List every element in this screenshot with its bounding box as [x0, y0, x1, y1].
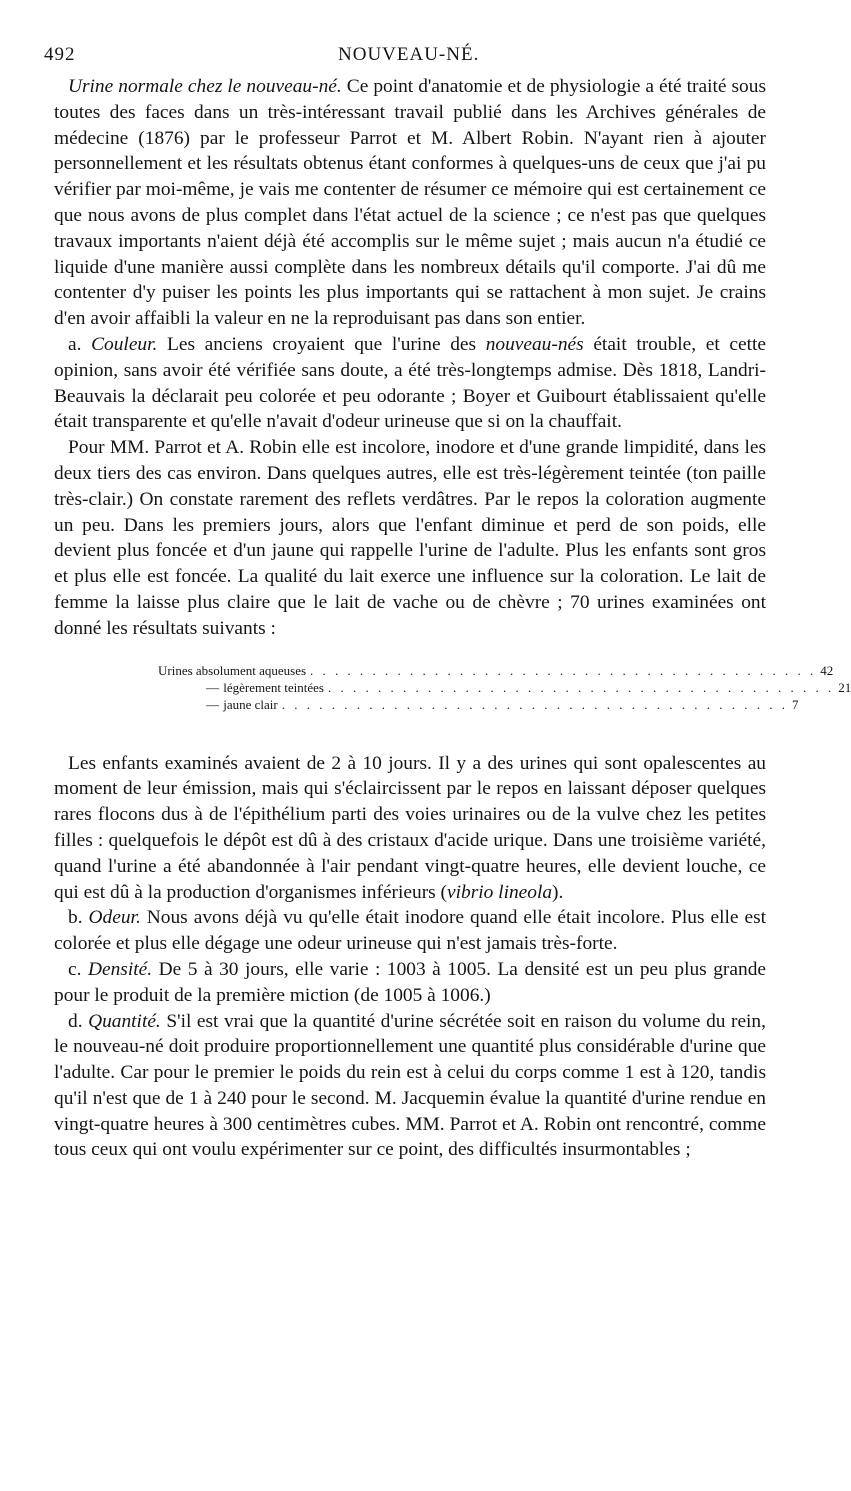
paragraph-parrot-robin	[54, 435, 766, 641]
section-marker: a.	[68, 333, 82, 355]
section-marker: c.	[68, 958, 82, 980]
page	[44, 44, 851, 1163]
dot-leader: . . . . . . . . . . . . . . . . . . . . . . . . . . . . . . . . . . . . . . . . .	[310, 662, 817, 678]
page-number: 492	[44, 44, 76, 65]
table-row	[158, 662, 834, 679]
paragraph-text: Les anciens croyaient que l'urine des	[157, 333, 486, 355]
section-marker: d.	[68, 1010, 83, 1032]
section-heading: Odeur.	[88, 907, 141, 929]
paragraph-odeur	[54, 905, 766, 957]
paragraph-couleur	[54, 332, 766, 435]
row-label: Urines absolument aqueuses	[158, 662, 307, 678]
paragraph-densite	[54, 957, 766, 1009]
paragraph-text: était trouble, et cette opinion, sans avoir été vérifiée sans doute, a été très-longtemps admise. Dès 1818, Landri-Beauvais la déclarait peu colorée et peu odorante ; Boyer et Guibourt établissaient qu'elle était transparente et qu'elle n'avait d'odeur urineuse que si on la chauffait.	[54, 333, 766, 433]
paragraph-quantite	[54, 1009, 766, 1164]
paragraph-text: Pour MM. Parrot et A. Robin elle est incolore, inodore et d'une grande limpidité, dans les deux tiers des cas environ. Dans quelques autres, elle est très-légèrement teintée (ton paille très-clair.) On constate rarement des reflets verdâtres. Par le repos la coloration augmente un peu. Dans les premiers jours, alors que l'enfant diminue et perd de son poids, elle devient plus foncée et d'un jaune qui rappelle l'urine de l'adulte. Plus les enfants sont gros et plus elle est foncée. La qualité du lait exerce une influence sur la coloration. Le lait de femme la laisse plus claire que le lait de vache ou de chèvre ; 70 urines examinées ont donné les résultats suivants :	[54, 437, 766, 639]
paragraph-text: De 5 à 30 jours, elle varie : 1003 à 1005. La densité est un peu plus grande pour le produit de la première miction (de 1005 à 1006.)	[54, 958, 766, 1006]
section-heading: Densité.	[88, 958, 153, 980]
table-row	[158, 696, 799, 713]
table-row	[158, 679, 851, 696]
emphasis-text: vibrio lineola	[447, 881, 553, 903]
dot-leader: . . . . . . . . . . . . . . . . . . . . . . . . . . . . . . . . . . . . . . . . .	[327, 679, 835, 695]
row-label: — jaune clair	[206, 696, 278, 712]
row-value: 42	[820, 662, 834, 678]
paragraph-enfants-examines	[54, 751, 766, 906]
page-header	[44, 44, 766, 74]
page-body	[54, 74, 851, 1163]
paragraph-text: S'il est vrai que la quantité d'urine sécrétée soit en raison du volume du rein, le nouveau-né doit produire proportionnellement une quantité plus considérable d'urine que l'adulte. Car pour le premier le poids du rein est à celui du corps comme 1 est à 120, tandis qu'il n'est que de 1 à 240 pour le second. M. Jacquemin évalue la quantité d'urine rendue en vingt-quatre heures à 300 centimètres cubes. MM. Parrot et A. Robin ont rencontré, comme tous ceux qui ont voulu expérimenter sur ce point, des difficultés insurmontables ;	[54, 1010, 766, 1161]
running-title: NOUVEAU-NÉ.	[338, 44, 480, 65]
dot-leader: . . . . . . . . . . . . . . . . . . . . . . . . . . . . . . . . . . . . . . . . .	[281, 696, 788, 712]
section-marker: b.	[68, 907, 83, 929]
paragraph-text: Les enfants examinés avaient de 2 à 10 jours. Il y a des urines qui sont opalescentes au moment de leur émission, mais qui s'éclaircissent par le repos en laissant déposer quelques rares flocons dus à de l'épithélium parti des voies urinaires ou de la vulve chez les petites filles : quelquefois le dépôt est dû à des cristaux d'acide urique. Dans une troisième variété, quand l'urine a été abandonnée à l'air pendant vingt-quatre heures, elle devient louche, ce qui est dû à la production d'organismes inférieurs (	[54, 752, 766, 903]
paragraph-text: Nous avons déjà vu qu'elle était inodore quand elle était incolore. Plus elle est colorée et plus elle dégage une odeur urineuse qui n'est jamais très-forte.	[54, 907, 767, 955]
emphasis-text: nouveau-nés	[485, 333, 584, 355]
section-heading: Couleur.	[91, 333, 158, 355]
row-value: 21	[838, 679, 851, 695]
results-table	[158, 662, 851, 713]
section-heading: Quantité.	[88, 1010, 161, 1032]
row-value: 7	[792, 696, 799, 712]
section-heading: Urine normale chez le nouveau-né.	[68, 76, 342, 97]
paragraph-text: Ce point d'anatomie et de physiologie a été traité sous toutes des faces dans un très-intéressant travail publié dans les Archives générales de médecine (1876) par le professeur Parrot et M. Albert Robin. N'ayant rien à ajouter personnellement et les résultats obtenus étant conformes à quelques-uns de ceux que j'ai pu vérifier par moi-même, je vais me contenter de résumer ce mémoire qui est certainement ce que nous avons de plus complet dans l'état actuel de la science ; ce n'est pas que quelques travaux importants n'aient déjà été accomplis sur le même sujet ; mais aucun n'a étudié ce liquide d'une manière aussi complète dans les nombreux détails qu'il comporte. J'ai dû me contenter d'y puiser les points les plus importants qui se rattachent à mon sujet. Je crains d'en avoir affaibli la valeur en ne la reproduisant pas dans son entier.	[54, 76, 766, 330]
paragraph-text: ).	[552, 881, 564, 903]
row-label: — légèrement teintées	[206, 679, 324, 695]
paragraph-urine-normale	[54, 74, 766, 332]
